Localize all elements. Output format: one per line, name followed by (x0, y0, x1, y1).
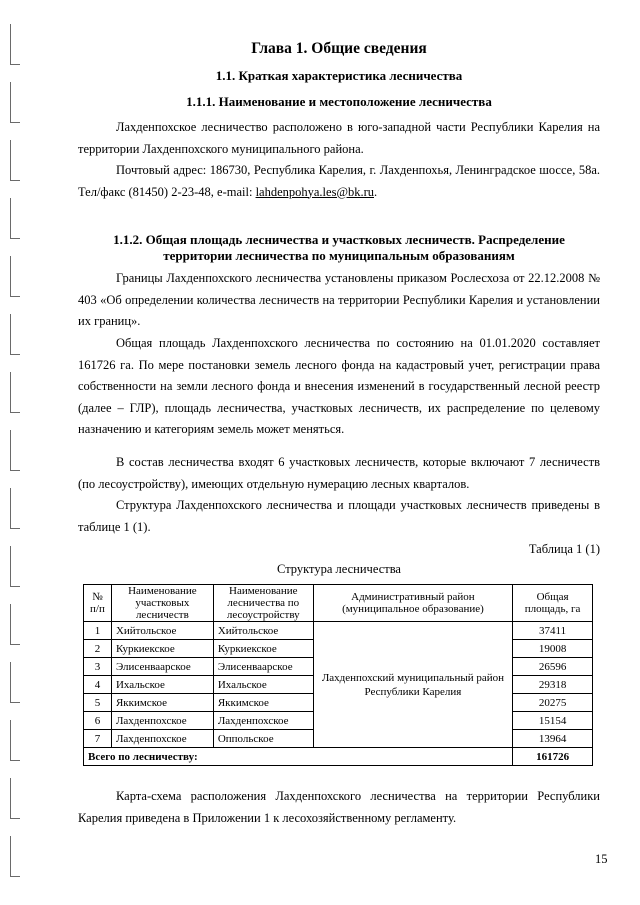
email-link[interactable]: lahdenpohya.les@bk.ru (255, 184, 374, 199)
row-district: Лахденпохское (111, 730, 213, 748)
map-ref-paragraph: Карта-схема расположения Лахденпохского лесничества на территории Республики Карелия приведена в Приложении 1 к лесохозяйственному регламенту. (78, 789, 600, 825)
binding-mark (10, 604, 20, 645)
address-end: . (374, 184, 378, 199)
row-num: 5 (84, 694, 112, 712)
row-district: Хийтольское (111, 622, 213, 640)
total-value: 161726 (513, 748, 593, 766)
binding-mark (10, 546, 20, 587)
row-district: Ихальское (111, 676, 213, 694)
location-paragraph: Лахденпохское лесничество расположено в юго-западной части Республики Карелия на территории Лахденпохского муниципального района. (78, 120, 600, 156)
binding-mark (10, 430, 20, 471)
chapter-title: Глава 1. Общие сведения (251, 40, 427, 57)
row-num: 4 (84, 676, 112, 694)
row-area: 19008 (513, 640, 593, 658)
table-caption: Структура лесничества (277, 562, 401, 576)
binding-mark (10, 662, 20, 703)
row-forestry: Лахденпохское (213, 712, 313, 730)
row-forestry: Элисенваарское (213, 658, 313, 676)
binding-mark (10, 488, 20, 529)
header-admin: Административный район (муниципальное образование) (313, 585, 512, 622)
row-area: 13964 (513, 730, 593, 748)
table-total-row (84, 748, 593, 766)
binding-mark (10, 314, 20, 355)
binding-mark (10, 256, 20, 297)
row-district: Элисенваарское (111, 658, 213, 676)
row-num: 7 (84, 730, 112, 748)
subsection-title: 1.1.1. Наименование и местоположение лесничества (186, 94, 492, 109)
area-paragraph: Общая площадь Лахденпохского лесничества по состоянию на 01.01.2020 составляет 161726 га. По мере постановки земель лесного фонда на кадастровый учет, регистрации права собственности на земли лесного фонда и внесения изменений в государственный лесной реестр (далее – ГЛР), площадь лесничества, участковых лесничеств, их распределение по целевому назначению и категориям земель может меняться. (78, 336, 600, 436)
binding-marks (0, 0, 20, 905)
composition-paragraph: В состав лесничества входят 6 участковых лесничеств, которые включают 7 лесничеств (по лесоустройству), имеющих отдельную нумерацию лесных кварталов. (78, 455, 600, 491)
binding-mark (10, 720, 20, 761)
structure-table (83, 584, 593, 766)
borders-paragraph: Границы Лахденпохского лесничества установлены приказом Рослесхоза от 22.12.2008 № 403 «Об определении количества лесничеств на территории Республики Карелия и установлении их границ». (78, 271, 600, 328)
row-forestry: Оппольское (213, 730, 313, 748)
table-row (84, 622, 593, 640)
binding-mark (10, 24, 20, 65)
row-forestry: Ихальское (213, 676, 313, 694)
table-header-row (84, 585, 593, 622)
row-district: Яккимское (111, 694, 213, 712)
address-paragraph (78, 160, 600, 203)
admin-district-cell: Лахденпохский муниципальный район Республики Карелия (313, 622, 512, 748)
binding-mark (10, 140, 20, 181)
binding-mark (10, 778, 20, 819)
row-district: Лахденпохское (111, 712, 213, 730)
row-area: 26596 (513, 658, 593, 676)
row-forestry: Яккимское (213, 694, 313, 712)
header-num: № п/п (84, 585, 112, 622)
page-number: 15 (595, 852, 608, 866)
row-num: 2 (84, 640, 112, 658)
binding-mark (10, 836, 20, 877)
header-district: Наименование участковых лесничеств (111, 585, 213, 622)
row-area: 20275 (513, 694, 593, 712)
structure-ref-paragraph: Структура Лахденпохского лесничества и площади участковых лесничеств приведены в таблице 1 (1). (78, 498, 600, 534)
row-num: 1 (84, 622, 112, 640)
row-num: 3 (84, 658, 112, 676)
row-area: 15154 (513, 712, 593, 730)
binding-mark (10, 82, 20, 123)
total-label: Всего по лесничеству: (84, 748, 513, 766)
subsection2-title: 1.1.2. Общая площадь лесничества и участковых лесничеств. Распределение территории лесничества по муниципальным образованиям (113, 232, 565, 263)
row-forestry: Куркиекское (213, 640, 313, 658)
row-district: Куркиекское (111, 640, 213, 658)
header-area: Общая площадь, га (513, 585, 593, 622)
row-num: 6 (84, 712, 112, 730)
row-forestry: Хийтольское (213, 622, 313, 640)
header-forestry: Наименование лесничества по лесоустройству (213, 585, 313, 622)
address-text: Почтовый адрес: 186730, Республика Карелия, г. Лахденпохья, Ленинградское шоссе, 58а. Тел/факс (81450) 2-23-48, e-mail: (78, 163, 600, 199)
binding-mark (10, 198, 20, 239)
table-number: Таблица 1 (1) (528, 542, 600, 556)
row-area: 37411 (513, 622, 593, 640)
binding-mark (10, 372, 20, 413)
row-area: 29318 (513, 676, 593, 694)
section-title: 1.1. Краткая характеристика лесничества (215, 68, 463, 83)
